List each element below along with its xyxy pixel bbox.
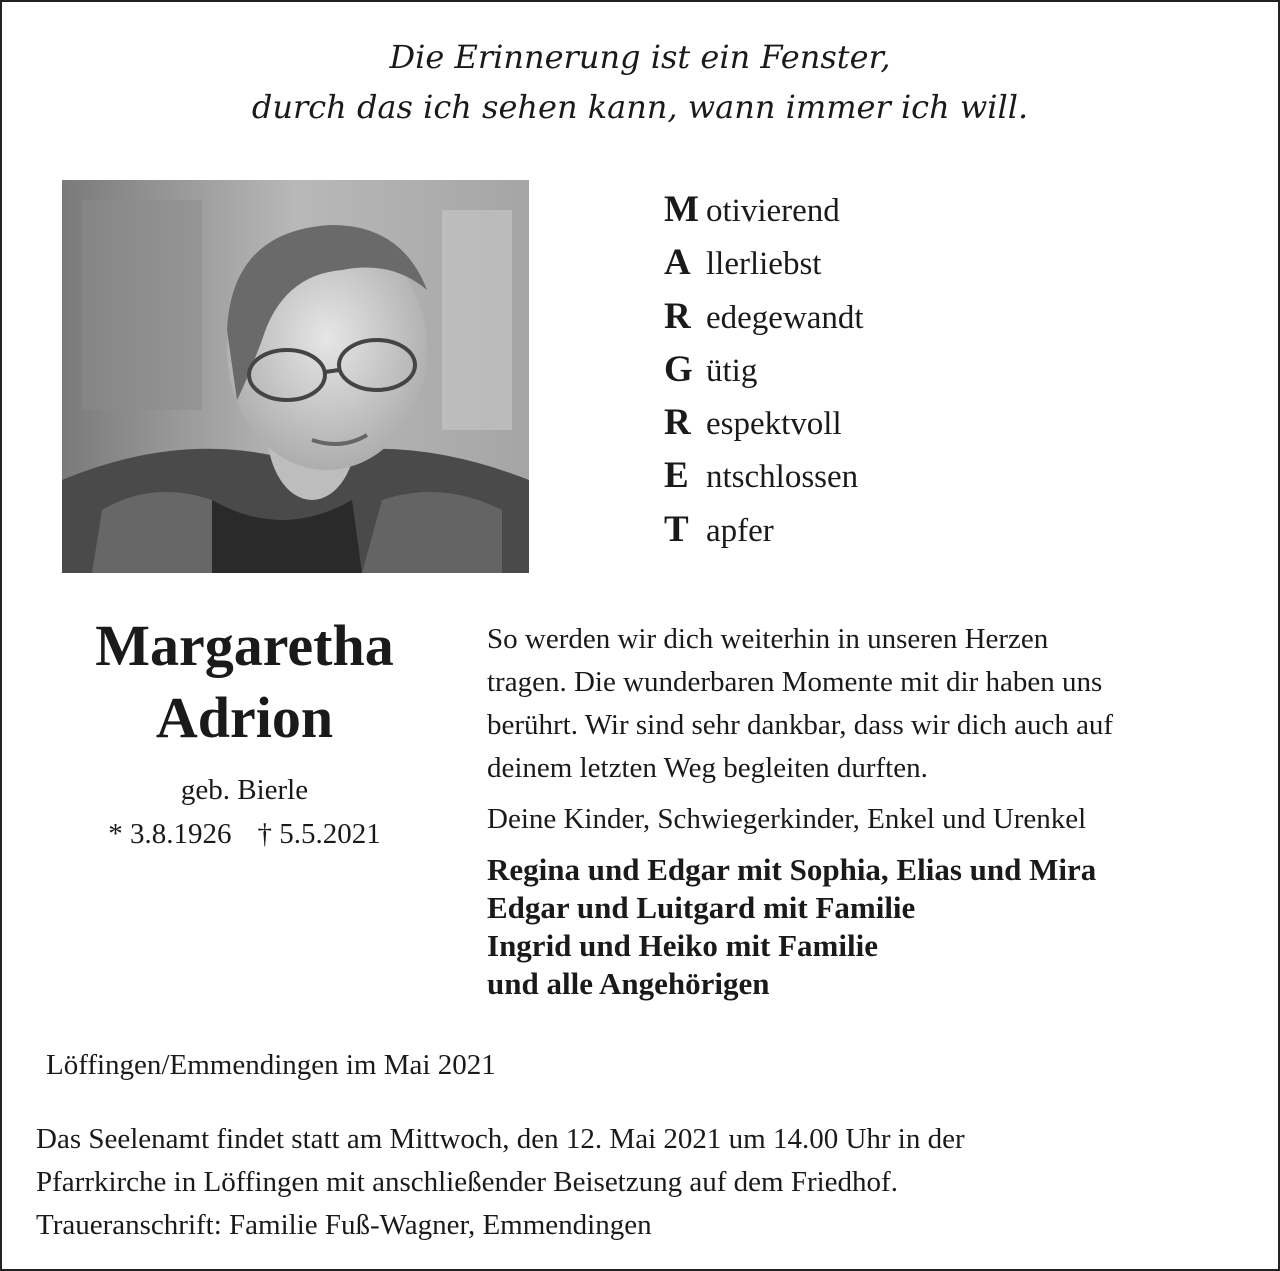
acrostic-word: ütig bbox=[706, 352, 758, 389]
acrostic-row bbox=[664, 188, 864, 241]
message-line: berührt. Wir sind sehr dankbar, dass wir dich auch auf bbox=[487, 709, 1114, 741]
mourner-line: Regina und Edgar mit Sophia, Elias und Mira bbox=[487, 852, 1097, 887]
deceased-name-block bbox=[62, 610, 427, 856]
acrostic-letter: E bbox=[664, 455, 689, 497]
acrostic-row bbox=[664, 401, 864, 454]
mourners-list bbox=[487, 851, 1267, 1003]
service-details bbox=[36, 1118, 1256, 1247]
quote-line-1: Die Erinnerung ist ein Fenster, bbox=[389, 38, 891, 76]
acrostic-row bbox=[664, 348, 864, 401]
mourner-line: Edgar und Luitgard mit Familie bbox=[487, 890, 916, 925]
acrostic-word: apfer bbox=[706, 512, 774, 549]
condolence-message bbox=[487, 618, 1267, 1003]
acrostic-letter: R bbox=[664, 402, 691, 444]
message-line: So werden wir dich weiterhin in unseren Herzen bbox=[487, 623, 1049, 655]
first-name: Margaretha bbox=[95, 613, 394, 678]
birth-date: * 3.8.1926 bbox=[108, 818, 232, 850]
place-and-date: Löffingen/Emmendingen im Mai 2021 bbox=[46, 1049, 496, 1081]
family-intro: Deine Kinder, Schwiegerkinder, Enkel und Urenkel bbox=[487, 803, 1087, 835]
acrostic-letter: T bbox=[664, 508, 689, 550]
death-date: † 5.5.2021 bbox=[257, 818, 381, 850]
last-name: Adrion bbox=[155, 685, 334, 750]
life-dates bbox=[62, 812, 427, 856]
message-line: deinem letzten Weg begleiten durften. bbox=[487, 752, 928, 784]
mourner-line: und alle Angehörigen bbox=[487, 966, 770, 1001]
acrostic-word: llerliebst bbox=[706, 246, 822, 283]
name-acrostic bbox=[664, 188, 864, 561]
portrait-photo bbox=[62, 180, 529, 573]
portrait-image bbox=[62, 180, 529, 573]
birth-name: geb. Bierle bbox=[180, 774, 309, 806]
acrostic-row bbox=[664, 508, 864, 561]
acrostic-row bbox=[664, 295, 864, 348]
footer-line: Das Seelenamt findet statt am Mittwoch, den 12. Mai 2021 um 14.00 Uhr in der bbox=[36, 1123, 965, 1155]
footer-line: Traueranschrift: Familie Fuß-Wagner, Emmendingen bbox=[36, 1209, 652, 1241]
acrostic-word: ntschlossen bbox=[706, 459, 859, 496]
memorial-quote bbox=[2, 32, 1278, 132]
acrostic-letter: G bbox=[664, 348, 693, 390]
footer-line: Pfarrkirche in Löffingen mit anschließender Beisetzung auf dem Friedhof. bbox=[36, 1166, 898, 1198]
acrostic-row bbox=[664, 241, 864, 294]
mourner-line: Ingrid und Heiko mit Familie bbox=[487, 928, 878, 963]
acrostic-word: otivierend bbox=[706, 193, 840, 229]
acrostic-letter: R bbox=[664, 295, 691, 337]
message-line: tragen. Die wunderbaren Momente mit dir haben uns bbox=[487, 666, 1103, 698]
acrostic-word: edegewandt bbox=[706, 299, 864, 336]
quote-line-2: durch das ich sehen kann, wann immer ich will. bbox=[251, 88, 1029, 126]
acrostic-row bbox=[664, 454, 864, 507]
acrostic-letter: M bbox=[664, 189, 699, 230]
acrostic-letter: A bbox=[664, 242, 691, 284]
acrostic-word: espektvoll bbox=[706, 406, 842, 443]
